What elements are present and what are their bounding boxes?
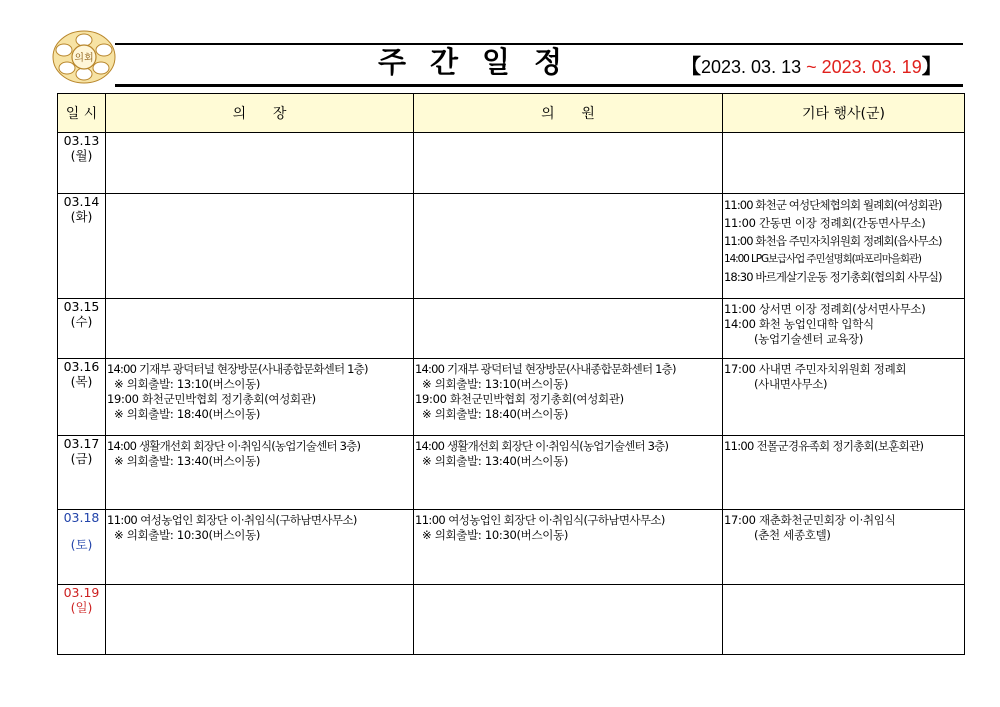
chair-cell [106,510,414,585]
period-range [681,50,942,79]
date-cell: 03.15 (수) [58,299,106,359]
event-line: 11:00 여성농업인 회장단 이·취임식(구하남면사무소) [107,513,357,527]
col-header-chair: 의 장 [106,94,414,133]
event-line: 14:00 생활개선회 회장단 이·취임식(농업기술센터 3층) [107,439,361,453]
other-cell [723,585,965,655]
event-line: 17:00 재춘화천군민회장 이·취임식 [724,513,896,527]
svg-text:의회: 의회 [74,53,94,64]
member-cell [414,133,723,194]
event-line: (사내면사무소) [754,377,828,391]
header-bottom-rule [115,84,963,87]
other-cell [723,299,965,359]
other-cell [723,436,965,510]
chair-cell [106,194,414,299]
event-line: 11:00 화천군 여성단체협의회 월례회(여성회관) [724,198,942,212]
table-row [58,194,965,299]
date-cell: 03.16 (목) [58,359,106,436]
table-row [58,359,965,436]
event-line: ※ 의회출발: 13:40(버스이동) [114,454,261,468]
event-line: 11:00 간동면 이장 정례회(간동면사무소) [724,216,926,230]
period-start: 2023. 03. 13 [701,57,807,77]
chair-cell [106,436,414,510]
other-cell [723,194,965,299]
col-header-other: 기타 행사(군) [723,94,965,133]
table-row [58,133,965,194]
other-cell [723,359,965,436]
event-line: (농업기술센터 교육장) [754,332,864,346]
member-cell [414,436,723,510]
date-cell: 03.17 (금) [58,436,106,510]
date-cell-sunday: 03.19 (일) [58,585,106,655]
date-cell-saturday: 03.18 (토) [58,510,106,585]
event-line: 14:00 생활개선회 회장단 이·취임식(농업기술센터 3층) [415,439,669,453]
event-line: 14:00 LPG보급사업 주민설명회(파포리마을회관) [724,253,921,265]
event-line: 11:00 여성농업인 회장단 이·취임식(구하남면사무소) [415,513,665,527]
event-line: 11:00 화천읍 주민자치위원회 정례회(읍사무소) [724,234,942,248]
col-header-member: 의 원 [414,94,723,133]
period-end: 2023. 03. 19 [816,57,922,77]
event-line: (춘천 세종호텔) [754,528,831,542]
chair-cell [106,299,414,359]
col-header-date: 일 시 [58,94,106,133]
table-row [58,585,965,655]
period-open-bracket: 【 [681,56,701,78]
table-row [58,510,965,585]
member-cell [414,510,723,585]
event-line: 14:00 화천 농업인대학 입학식 [724,317,874,331]
date-cell: 03.13 (월) [58,133,106,194]
member-cell [414,585,723,655]
weekly-schedule-table [57,93,965,655]
table-row [58,436,965,510]
table-header-row [58,94,965,133]
other-cell [723,133,965,194]
event-line: 11:00 전몰군경유족회 정기총회(보훈회관) [724,439,924,453]
event-line: ※ 의회출발: 18:40(버스이동) [422,407,569,421]
chair-cell [106,359,414,436]
council-seal-logo [50,28,118,86]
event-line: 14:00 기재부 광덕터널 현장방문(사내종합문화센터 1층) [107,362,368,376]
event-line: ※ 의회출발: 13:10(버스이동) [422,377,569,391]
event-line: 19:00 화천군민박협회 정기총회(여성회관) [415,392,624,406]
member-cell [414,299,723,359]
event-line: ※ 의회출발: 13:10(버스이동) [114,377,261,391]
chair-cell [106,585,414,655]
period-close-bracket: 】 [921,56,942,78]
event-line: 19:00 화천군민박협회 정기총회(여성회관) [107,392,316,406]
member-cell [414,359,723,436]
event-line: 14:00 기재부 광덕터널 현장방문(사내종합문화센터 1층) [415,362,676,376]
date-cell: 03.14 (화) [58,194,106,299]
page-title: 주간일정 [378,45,587,79]
event-line: 18:30 바르게살기운동 정기총회(협의회 사무실) [724,270,942,284]
event-line: ※ 의회출발: 10:30(버스이동) [422,528,569,542]
other-cell [723,510,965,585]
table-row [58,299,965,359]
chair-cell [106,133,414,194]
event-line: ※ 의회출발: 13:40(버스이동) [422,454,569,468]
event-line: 17:00 사내면 주민자치위원회 정례회 [724,362,907,376]
event-line: ※ 의회출발: 10:30(버스이동) [114,528,261,542]
event-line: 11:00 상서면 이장 정례회(상서면사무소) [724,302,926,316]
event-line: ※ 의회출발: 18:40(버스이동) [114,407,261,421]
member-cell [414,194,723,299]
period-separator: ~ [806,57,817,77]
